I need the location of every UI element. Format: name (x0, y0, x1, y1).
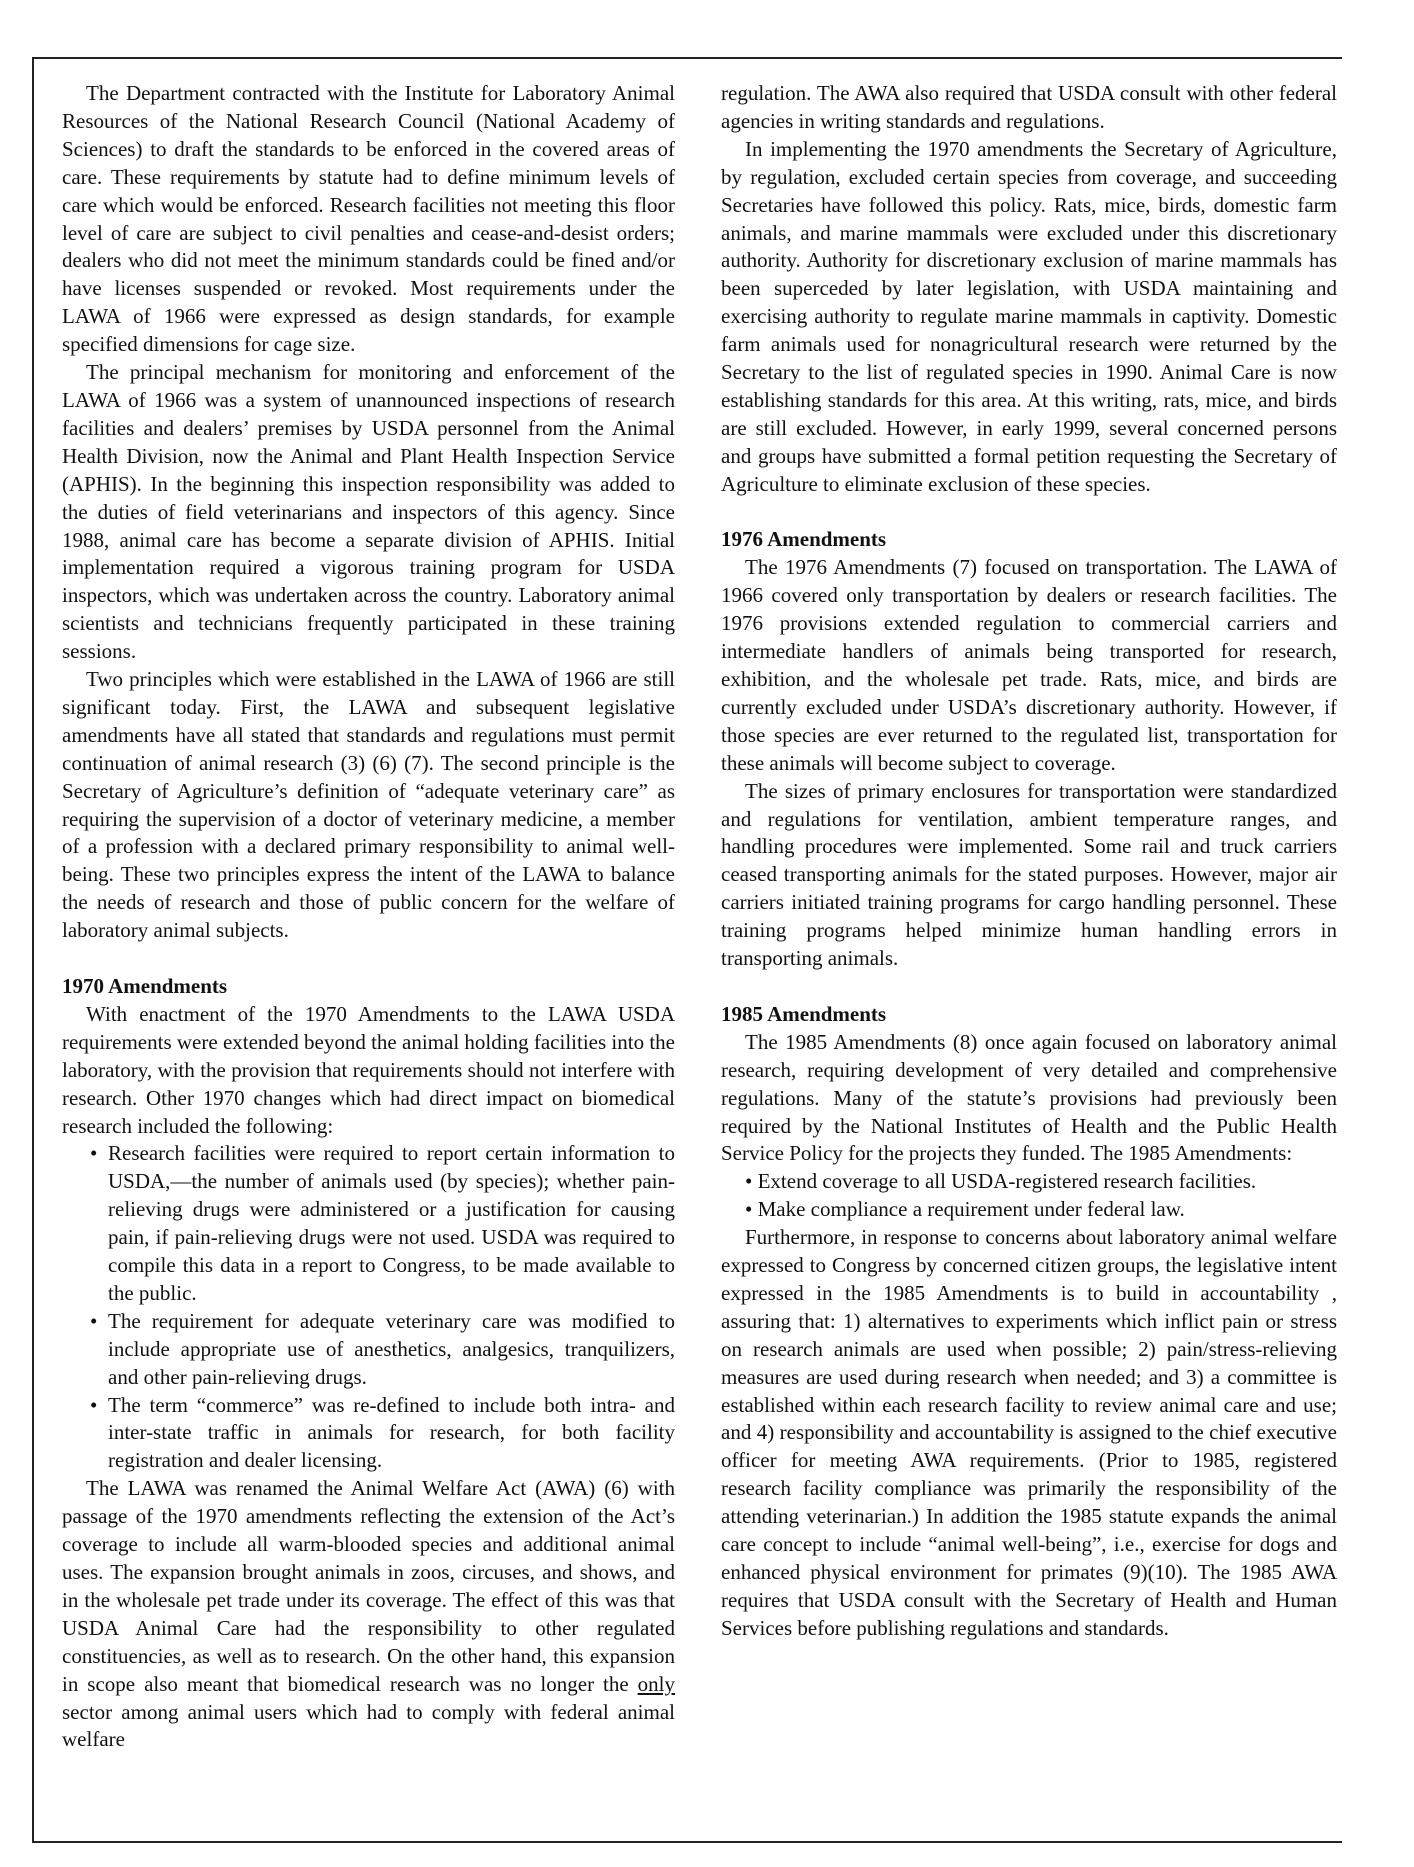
right-column (721, 80, 1337, 1643)
underlined-word: only (637, 1671, 676, 1696)
spacer (721, 973, 1337, 1001)
paragraph: The sizes of primary enclosures for transportation were standardized and regulations for ventilation, ambient temperature ranges, and handling procedures were implemented. Some rail and truck carriers ceased transporting animals for the stated purposes. However, major air carriers initiated training programs for cargo handling personnel. These training programs helped minimize human handling errors in transporting animals. (721, 778, 1337, 971)
spacer (62, 945, 675, 973)
paragraph: In implementing the 1970 amendments the Secretary of Agriculture, by regulation, excluded certain species from coverage, and succeeding Secretaries have followed this policy. Rats, mice, birds, domestic farm animals, and marine mammals were excluded under this discretionary authority. Authority for discretionary exclusion of marine mammals has been superceded by later legislation, with USDA maintaining and exercising authority to regulate marine mammals in captivity. Domestic farm animals used for nonagricultural research were returned by the Secretary to the list of regulated species in 1990. Animal Care is now establishing standards for this area. At this writing, rats, mice, and birds are still excluded. However, in early 1999, several concerned persons and groups have submitted a formal petition requesting the Secretary of Agriculture to eliminate exclusion of these species. (721, 136, 1337, 496)
paragraph: The principal mechanism for monitoring and enforcement of the LAWA of 1966 was a system of unannounced inspections of research facilities and dealers’ premises by USDA personnel from the Animal Health Division, now the Animal and Plant Health Inspection Service (APHIS). In the beginning this inspection responsibility was added to the duties of field veterinarians and inspectors of this agency. Since 1988, animal care has become a separate division of APHIS. Initial implementation required a vigorous training program for USDA inspectors, which was undertaken across the country. Laboratory animal scientists and technicians frequently participated in these training sessions. (62, 360, 675, 664)
list-item: • The term “commerce” was re-defined to include both intra- and inter-state traffic in animals for research, for both facility registration and dealer licensing. (62, 1392, 675, 1476)
spacer (721, 499, 1337, 527)
left-rule (32, 57, 34, 1842)
paragraph: The 1985 Amendments (8) once again focused on laboratory animal research, requiring development of very detailed and comprehensive regulations. Many of the statute’s provisions had previously been required by the National Institutes of Health and the Public Health Service Policy for the projects they funded. The 1985 Amendments: (721, 1029, 1337, 1166)
list-item: • Extend coverage to all USDA-registered research facilities. (745, 1169, 1257, 1194)
top-rule (32, 57, 1342, 59)
bullet-list-1985 (721, 1168, 1337, 1224)
section-heading-1985: 1985 Amendments (721, 1001, 887, 1026)
list-item: • Research facilities were required to report certain information to USDA,—the number of animals used (by species); whether pain-relieving drugs were administered or a justification for causing pain, if pain-relieving drugs were not used. USDA was required to compile this data in a report to Congress, to be made available to the public. (62, 1140, 675, 1307)
paragraph: With enactment of the 1970 Amendments to the LAWA USDA requirements were extended beyond the animal holding facilities into the laboratory, with the provision that requirements should not interfere with research. Other 1970 changes which had direct impact on biomedical research included the following: (62, 1001, 675, 1138)
paragraph: Furthermore, in response to concerns about laboratory animal welfare expressed to Congress by concerned citizen groups, the legislative intent expressed in the 1985 Amendments is to build in accountability , assuring that: 1) alternatives to experiments which inflict pain or stress on research animals are used when possible; 2) pain/stress-relieving measures are used during research when needed; and 3) a committee is established within each research facility to review animal care and use; and 4) responsibility and accountability is assigned to the chief executive officer for meeting AWA requirements. (Prior to 1985, registered research facility compliance was primarily the responsibility of the attending veterinarian.) In addition the 1985 statute expands the animal care concept to include “animal well-being”, i.e., exercise for dogs and enhanced physical environment for primates (9)(10). The 1985 AWA requires that USDA consult with the Secretary of Health and Human Services before publishing regulations and standards. (721, 1225, 1337, 1640)
text-run: sector among animal users which had to comply with federal animal welfare (62, 1699, 675, 1752)
paragraph: The Department contracted with the Institute for Laboratory Animal Resources of the National Research Council (National Academy of Sciences) to draft the standards to be enforced in the covered areas of care. These requirements by statute had to define minimum levels of care which would be enforced. Research facilities not meeting this floor level of care are subject to civil penalties and cease-and-desist orders; dealers who did not meet the minimum standards could be fined and/or have licenses suspended or revoked. Most requirements under the LAWA of 1966 were expressed as design standards, for example specified dimensions for cage size. (62, 81, 675, 357)
bullet-list-1970 (62, 1140, 675, 1475)
section-heading-1976: 1976 Amendments (721, 527, 887, 552)
paragraph: regulation. The AWA also required that USDA consult with other federal agencies in writing standards and regulations. (721, 81, 1337, 133)
paragraph (62, 1475, 675, 1754)
list-item: • The requirement for adequate veterinary care was modified to include appropriate use of anesthetics, analgesics, tranquilizers, and other pain-relieving drugs. (62, 1308, 675, 1392)
text-run: The LAWA was renamed the Animal Welfare Act (AWA) (6) with passage of the 1970 amendments reflecting the extension of the Act’s coverage to include all warm-blooded species and additional animal uses. The expansion brought animals in zoos, circuses, and shows, and in the wholesale pet trade under its coverage. The effect of this was that USDA Animal Care had the responsibility to other regulated constituencies, as well as to research. On the other hand, this expansion in scope also meant that biomedical research was no longer the (62, 1476, 675, 1696)
list-item: • Make compliance a requirement under federal law. (745, 1197, 1185, 1222)
left-column (62, 80, 675, 1754)
paragraph: The 1976 Amendments (7) focused on transportation. The LAWA of 1966 covered only transportation by dealers or research facilities. The 1976 provisions extended regulation to commercial carriers and intermediate handlers of animals being transported for research, exhibition, and the wholesale pet trade. Rats, mice, and birds are currently excluded under USDA’s discretionary authority. However, if those species are ever returned to the regulated list, transportation for these animals will become subject to coverage. (721, 555, 1337, 775)
bottom-rule (32, 1841, 1342, 1843)
paragraph: Two principles which were established in the LAWA of 1966 are still significant today. First, the LAWA and subsequent legislative amendments have all stated that standards and regulations must permit continuation of animal research (3) (6) (7). The second principle is the Secretary of Agriculture’s definition of “adequate veterinary care” as requiring the supervision of a doctor of veterinary medicine, a member of a profession with a declared primary responsibility to animal well-being. These two principles express the intent of the LAWA to balance the needs of research and those of public concern for the welfare of laboratory animal subjects. (62, 667, 675, 943)
section-heading-1970: 1970 Amendments (62, 973, 228, 998)
